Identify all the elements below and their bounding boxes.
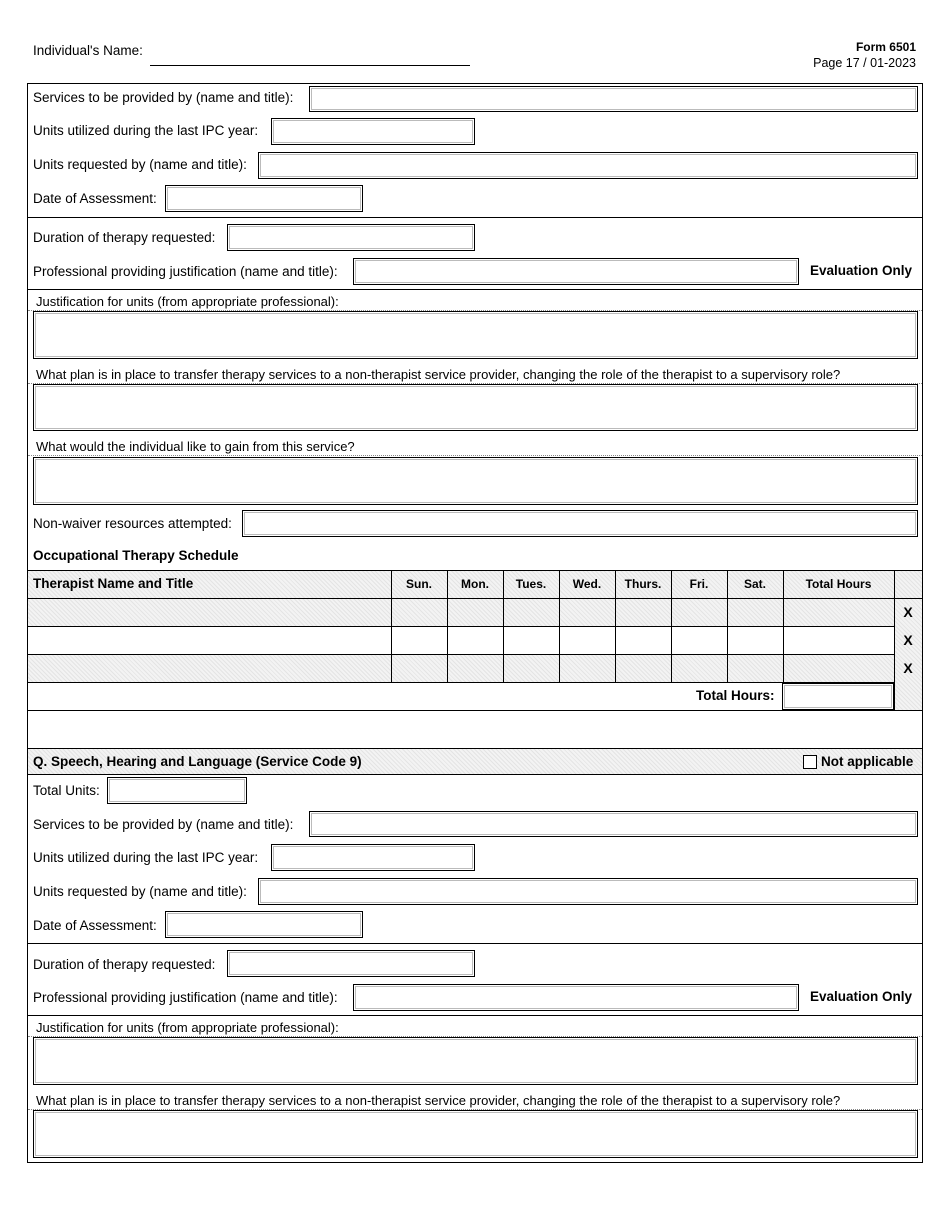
- date-assessment-input[interactable]: [165, 911, 363, 938]
- table-col-rule: [391, 570, 392, 682]
- table-col-rule: [727, 570, 728, 682]
- col-thurs: Thurs.: [624, 577, 662, 591]
- services-label: Services to be provided by (name and title):: [33, 817, 294, 832]
- divider: [28, 1015, 922, 1016]
- services-label: Services to be provided by (name and title):: [33, 90, 294, 105]
- col-total-hours: Total Hours: [805, 577, 872, 591]
- professional-input[interactable]: [353, 984, 799, 1011]
- units-utilized-label: Units utilized during the last IPC year:: [33, 123, 259, 138]
- page-info: Page 17 / 01-2023: [813, 56, 916, 70]
- not-applicable-label: Not applicable: [821, 754, 914, 769]
- transfer-plan-label: What plan is in place to transfer therapy services to a non-therapist service provider, changing the role of the therapist to a supervisory role?: [36, 367, 841, 382]
- units-requested-input[interactable]: [258, 878, 918, 905]
- divider: [28, 943, 922, 944]
- evaluation-only-label: Evaluation Only: [810, 989, 913, 1004]
- nonwaiver-label: Non-waiver resources attempted:: [33, 516, 232, 531]
- transfer-plan-textarea[interactable]: [33, 1110, 918, 1158]
- table-col-rule: [447, 570, 448, 682]
- professional-label: Professional providing justification (name and title):: [33, 990, 338, 1005]
- delete-row-button[interactable]: X: [903, 632, 913, 648]
- delete-row-button[interactable]: X: [903, 660, 913, 676]
- col-tues: Tues.: [515, 577, 547, 591]
- justification-textarea[interactable]: [33, 1037, 918, 1085]
- justification-textarea[interactable]: [33, 311, 918, 359]
- nonwaiver-input[interactable]: [242, 510, 918, 537]
- individual-name-label: Individual's Name:: [33, 43, 143, 58]
- table-row[interactable]: [28, 627, 894, 654]
- table-col-rule: [671, 570, 672, 682]
- date-assessment-label: Date of Assessment:: [33, 918, 157, 933]
- justification-label: Justification for units (from appropriate professional):: [36, 1020, 339, 1035]
- schedule-title: Occupational Therapy Schedule: [33, 548, 239, 563]
- individual-name-input[interactable]: [150, 48, 470, 66]
- col-wed: Wed.: [572, 577, 602, 591]
- units-requested-label: Units requested by (name and title):: [33, 884, 247, 899]
- total-units-input[interactable]: [107, 777, 247, 804]
- total-units-label: Total Units:: [33, 783, 100, 798]
- transfer-plan-label: What plan is in place to transfer therapy services to a non-therapist service provider, changing the role of the therapist to a supervisory role?: [36, 1093, 841, 1108]
- table-col-rule: [559, 570, 560, 682]
- table-col-rule: [615, 570, 616, 682]
- professional-input[interactable]: [353, 258, 799, 285]
- gain-label: What would the individual like to gain from this service?: [36, 439, 355, 454]
- duration-label: Duration of therapy requested:: [33, 230, 216, 245]
- col-sat: Sat.: [743, 577, 766, 591]
- table-col-rule: [503, 570, 504, 682]
- not-applicable-checkbox[interactable]: [803, 755, 817, 769]
- date-assessment-label: Date of Assessment:: [33, 191, 157, 206]
- table-row[interactable]: [28, 655, 894, 682]
- justification-label: Justification for units (from appropriate professional):: [36, 294, 339, 309]
- col-therapist: Therapist Name and Title: [33, 576, 194, 591]
- duration-input[interactable]: [227, 224, 475, 251]
- services-input[interactable]: [309, 811, 918, 837]
- table-rule: [28, 710, 922, 711]
- total-hours-input[interactable]: [782, 683, 894, 710]
- delete-row-button[interactable]: X: [903, 604, 913, 620]
- divider: [28, 289, 922, 290]
- col-fri: Fri.: [689, 577, 709, 591]
- units-utilized-input[interactable]: [271, 844, 475, 871]
- units-utilized-label: Units utilized during the last IPC year:: [33, 850, 259, 865]
- duration-input[interactable]: [227, 950, 475, 977]
- units-requested-input[interactable]: [258, 152, 918, 179]
- evaluation-only-label: Evaluation Only: [810, 263, 913, 278]
- col-mon: Mon.: [461, 577, 489, 591]
- divider: [28, 217, 922, 218]
- services-input[interactable]: [309, 86, 918, 112]
- gain-textarea[interactable]: [33, 457, 918, 505]
- table-col-rule: [783, 570, 784, 682]
- section-q-title: Q. Speech, Hearing and Language (Service Code 9): [33, 754, 362, 769]
- date-assessment-input[interactable]: [165, 185, 363, 212]
- table-row[interactable]: [28, 599, 894, 626]
- professional-label: Professional providing justification (name and title):: [33, 264, 338, 279]
- transfer-plan-textarea[interactable]: [33, 384, 918, 431]
- col-sun: Sun.: [406, 577, 432, 591]
- form-number: Form 6501: [855, 40, 916, 54]
- total-hours-label: Total Hours:: [696, 688, 775, 703]
- duration-label: Duration of therapy requested:: [33, 957, 216, 972]
- units-requested-label: Units requested by (name and title):: [33, 157, 247, 172]
- units-utilized-input[interactable]: [271, 118, 475, 145]
- table-col-rule: [894, 570, 895, 710]
- dotted-rule: [28, 455, 922, 456]
